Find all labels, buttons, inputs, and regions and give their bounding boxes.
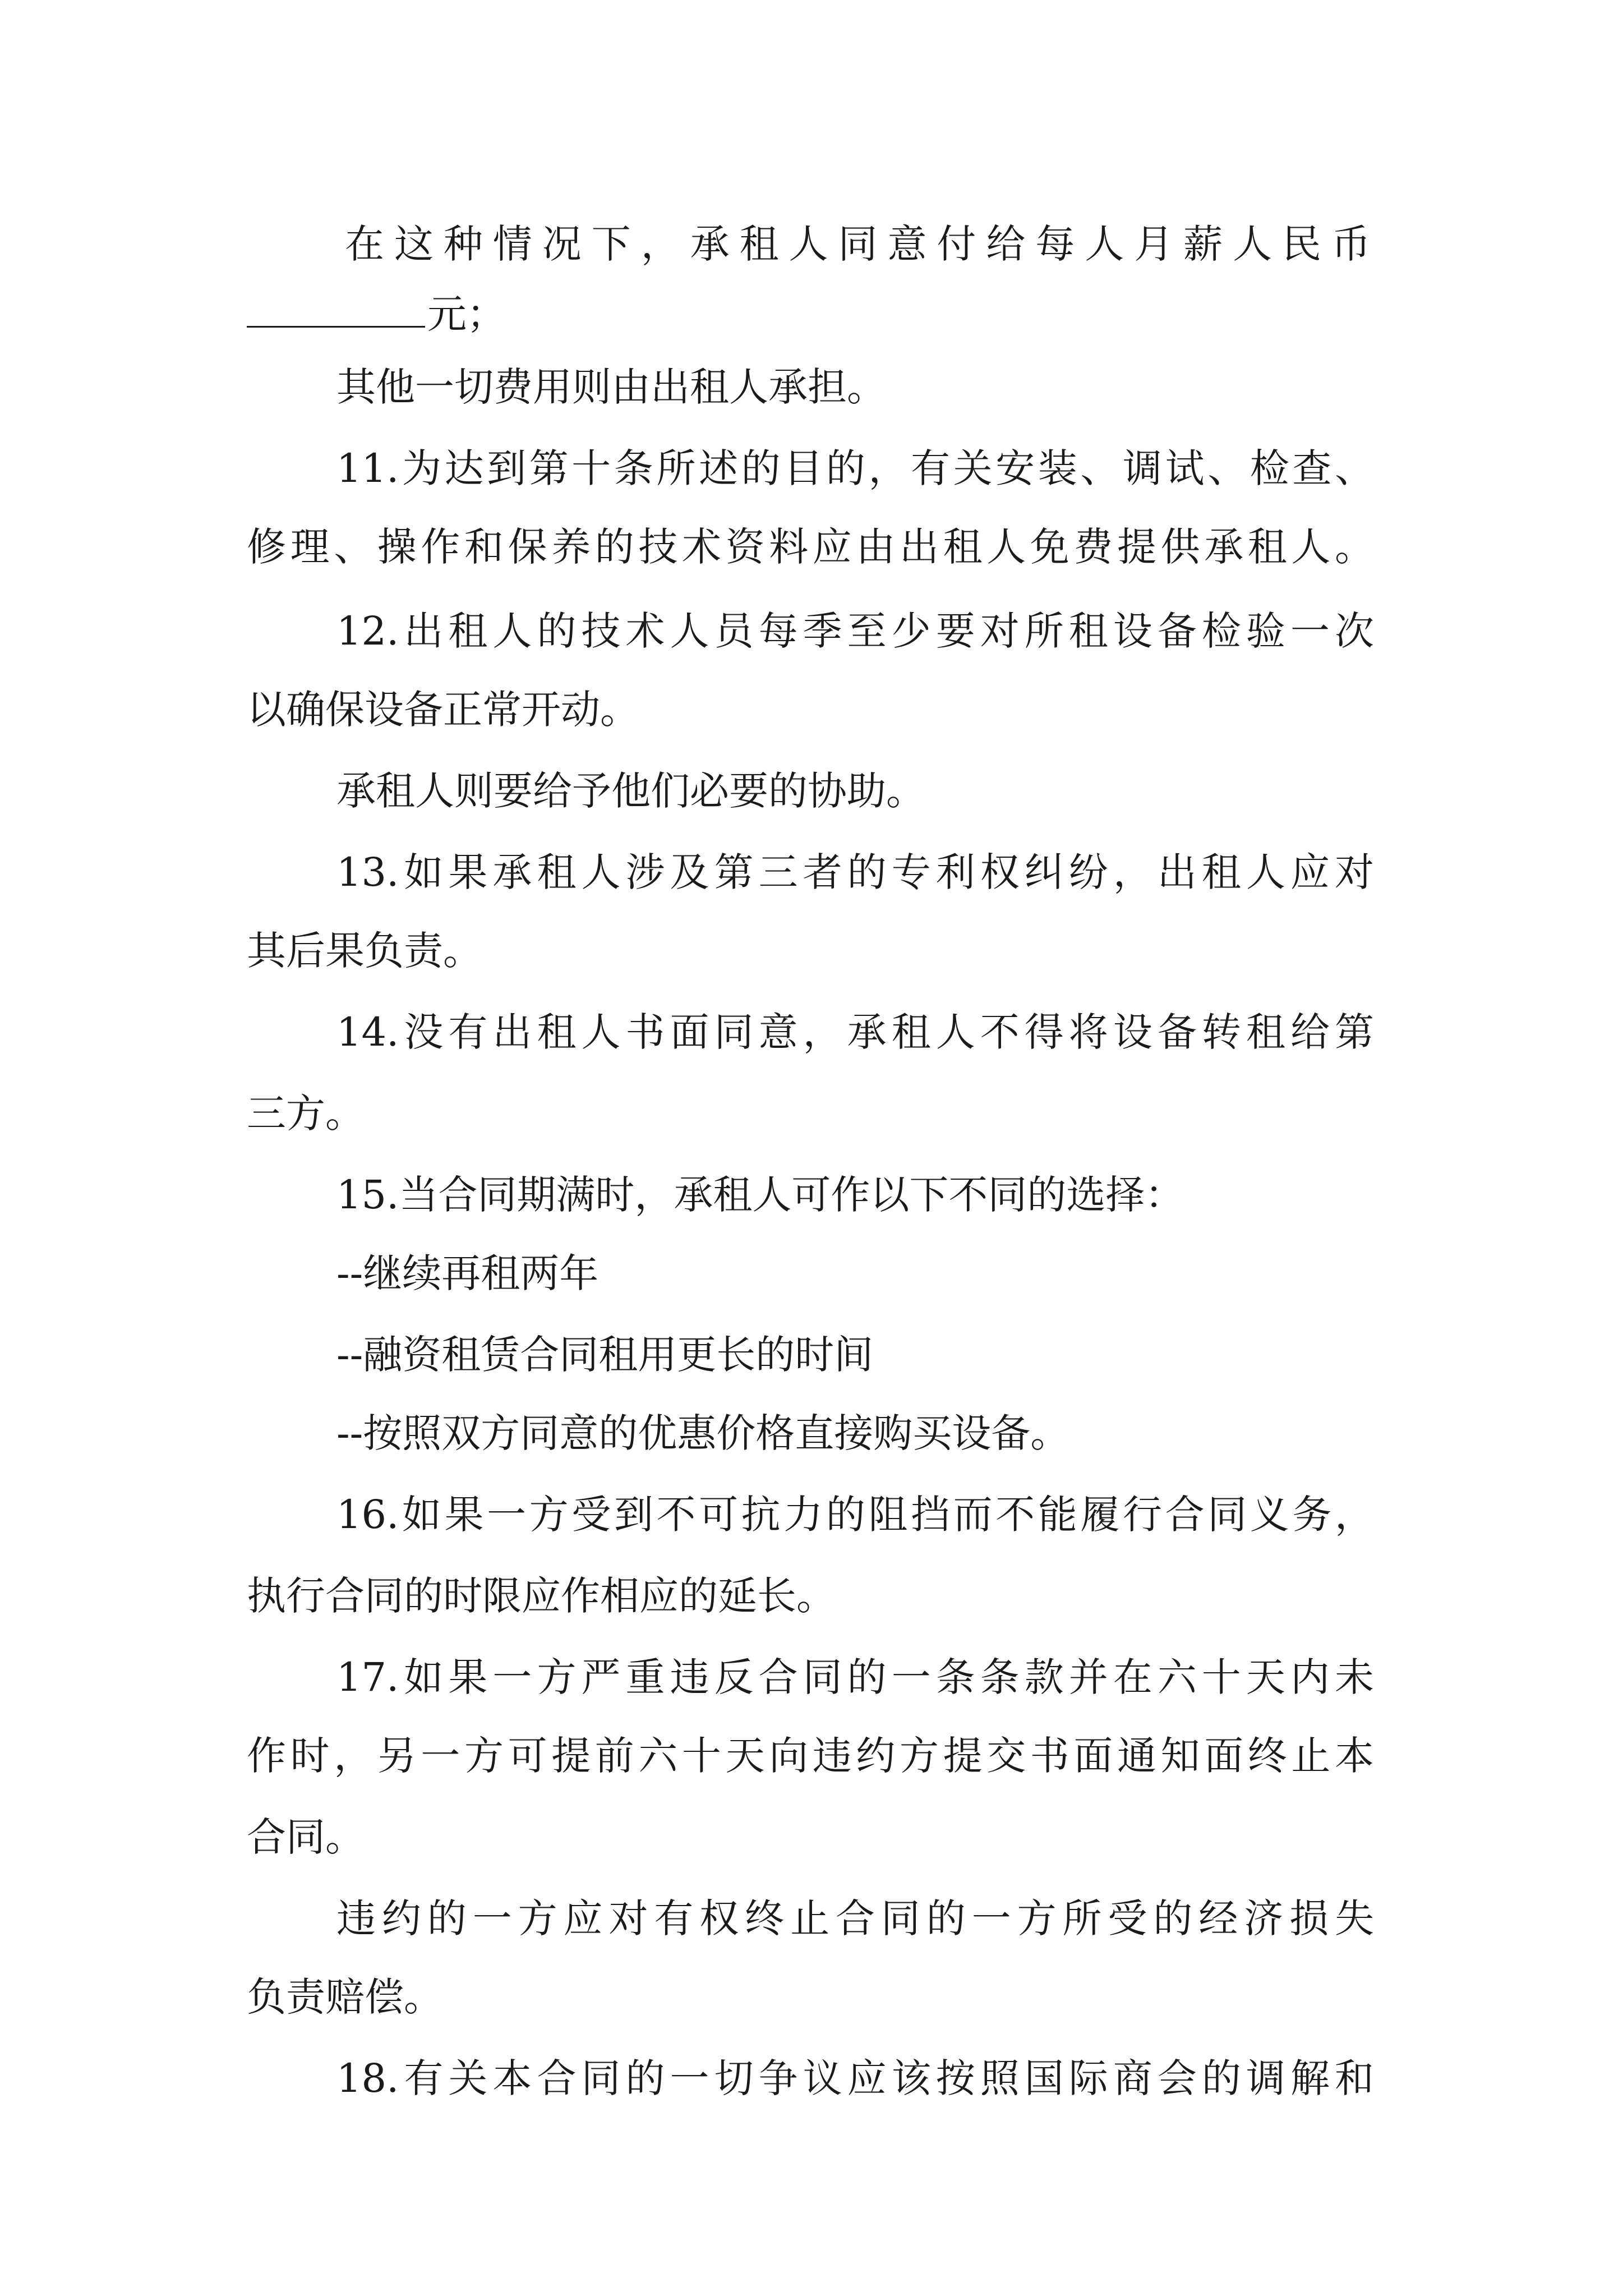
paragraph-line: 作时，另一方可提前六十天向违约方提交书面通知面终止本 bbox=[247, 1733, 1374, 1779]
paragraph-line: --按照双方同意的优惠价格直接购买设备。 bbox=[336, 1410, 1070, 1456]
paragraph-line bbox=[247, 286, 1374, 342]
paragraph-line: 三方。 bbox=[247, 1091, 365, 1137]
paragraph-line: 18.有关本合同的一切争议应该按照国际商会的调解和 bbox=[336, 2055, 1374, 2101]
paragraph-line: 13.如果承租人涉及第三者的专利权纠纷，出租人应对 bbox=[336, 849, 1374, 895]
paragraph-line: 负责赔偿。 bbox=[247, 1974, 443, 2020]
paragraph-line: 执行合同的时限应作相应的延长。 bbox=[247, 1573, 836, 1619]
paragraph-line: 其他一切费用则由出租人承担。 bbox=[336, 364, 886, 410]
paragraph-line: 其后果负责。 bbox=[247, 928, 482, 974]
paragraph-line: 16.如果一方受到不可抗力的阻挡而不能履行合同义务， bbox=[336, 1492, 1374, 1538]
fill-in-blank bbox=[247, 287, 425, 328]
paragraph-line: 17.如果一方严重违反合同的一条条款并在六十天内未 bbox=[336, 1654, 1374, 1700]
paragraph-line: 承租人则要给予他们必要的协助。 bbox=[336, 768, 925, 814]
paragraph-line: --继续再租两年 bbox=[336, 1250, 599, 1296]
paragraph-line: 15.当合同期满时，承租人可作以下不同的选择： bbox=[336, 1172, 1184, 1218]
paragraph-line: 14.没有出租人书面同意，承租人不得将设备转租给第 bbox=[336, 1009, 1374, 1055]
paragraph-line: --融资租赁合同租用更长的时间 bbox=[336, 1332, 874, 1378]
paragraph-line: 11.为达到第十条所述的目的，有关安装、调试、检查、 bbox=[336, 445, 1374, 491]
paragraph-line-text: 元； bbox=[427, 291, 506, 337]
paragraph-line: 12.出租人的技术人员每季至少要对所租设备检验一次 bbox=[336, 608, 1374, 654]
paragraph-line: 在这种情况下，承租人同意付给每人月薪人民币 bbox=[345, 221, 1374, 267]
paragraph-line: 合同。 bbox=[247, 1814, 365, 1860]
paragraph-line: 修理、操作和保养的技术资料应由出租人免费提供承租人。 bbox=[247, 524, 1374, 570]
paragraph-line: 违约的一方应对有权终止合同的一方所受的经济损失 bbox=[336, 1895, 1374, 1941]
paragraph-line: 以确保设备正常开动。 bbox=[247, 687, 639, 733]
